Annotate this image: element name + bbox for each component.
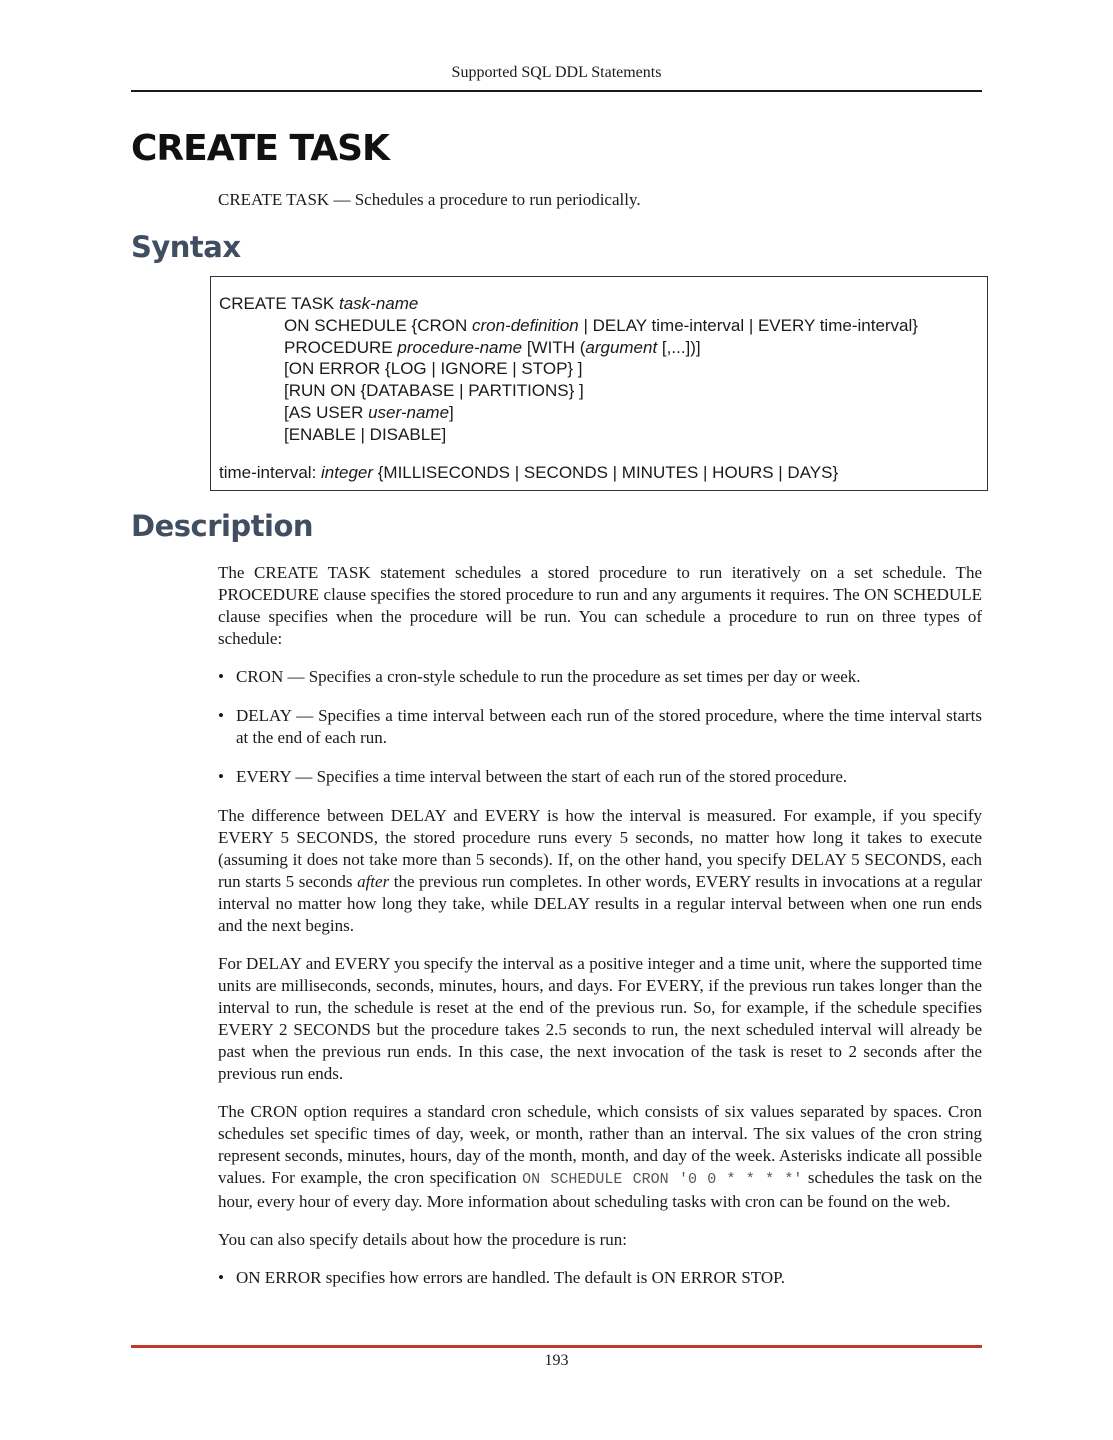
paragraph: You can also specify details about how the procedure is run: [218, 1230, 628, 1249]
syntax-line: [RUN ON {DATABASE | PARTITIONS} ] [284, 381, 584, 401]
syntax-line: [ON ERROR {LOG | IGNORE | STOP} ] [284, 359, 583, 379]
syntax-line [219, 293, 987, 315]
list-item: • EVERY — Specifies a time interval between the start of each run of the stored procedure. [218, 766, 982, 788]
syntax-text: ON SCHEDULE {CRON [284, 315, 472, 335]
page-title: CREATE TASK [131, 128, 389, 169]
emphasis: after [357, 872, 390, 891]
syntax-param: task-name [338, 294, 419, 313]
page-number: 193 [544, 1352, 569, 1369]
paragraph [218, 1101, 982, 1213]
header-rule [131, 90, 982, 92]
syntax-line [219, 337, 987, 359]
list-item: • ON ERROR specifies how errors are handled. The default is ON ERROR STOP. [218, 1267, 982, 1289]
syntax-text: [AS USER [284, 402, 369, 422]
syntax-text: [,...])] [657, 337, 701, 357]
paragraph [218, 805, 982, 937]
paragraph-text: the previous run completes. In other words, EVERY results in invocations at a regular interval no matter how long they take, while DELAY results in a regular interval between when one run ends and the next begins. [218, 872, 982, 935]
syntax-line: [ENABLE | DISABLE] [284, 424, 447, 444]
running-header: Supported SQL DDL Statements [451, 64, 662, 81]
syntax-text: | DELAY time-interval | EVERY time-interval} [578, 315, 918, 335]
inline-code: ON SCHEDULE CRON '0 0 * * * *' [522, 1171, 803, 1188]
schedule-type-list [218, 666, 982, 788]
syntax-param: cron-definition [471, 315, 579, 335]
paragraph-text: The CRON option requires a standard cron schedule, which consists of six values separated by spaces. Cron schedules set specific times of day, week, or month, rather than an interval. The six values of the cron string represent seconds, minutes, hours, day of the month, month, and day of the week. Asterisks indicate all possible values. For example, the cron specification [218, 1102, 982, 1187]
list-item: • CRON — Specifies a cron-style schedule to run the procedure as set times per day or week. [218, 666, 982, 688]
syntax-text: ] [449, 402, 454, 422]
syntax-line [219, 315, 987, 337]
syntax-text: CREATE TASK [219, 294, 339, 313]
list-item: • DELAY — Specifies a time interval between each run of the stored procedure, where the time interval starts at the end of each run. [218, 705, 982, 749]
syntax-param: procedure-name [397, 337, 523, 357]
description-heading: Description [131, 509, 314, 543]
footer-rule [131, 1345, 982, 1348]
paragraph: For DELAY and EVERY you specify the interval as a positive integer and a time unit, where the supported time units are milliseconds, seconds, minutes, hours, and days. For EVERY, if the previous run takes longer than the interval to run, the schedule is reset at the end of the previous run. So, for example, if the schedule specifies EVERY 2 SECONDS but the procedure takes 2.5 seconds to run, the next scheduled interval will already be past when the previous run ends. In this case, the next invocation of the task is reset to 2 seconds after the previous run ends. [218, 954, 982, 1083]
syntax-param: user-name [368, 402, 450, 422]
paragraph-text: schedules the task on the hour, every hour of every day. More information about scheduling tasks with cron can be found on the web. [218, 1168, 982, 1211]
syntax-text: time-interval: [219, 462, 322, 482]
syntax-box [210, 276, 988, 491]
description-body [218, 562, 982, 1306]
syntax-line [219, 402, 987, 424]
syntax-param: argument [585, 337, 658, 357]
syntax-heading: Syntax [131, 230, 241, 264]
refpurpose: CREATE TASK — Schedules a procedure to run periodically. [218, 190, 641, 209]
syntax-text: PROCEDURE [284, 337, 398, 357]
syntax-param: integer [321, 462, 374, 482]
paragraph: The CREATE TASK statement schedules a stored procedure to run iteratively on a set schedule. The PROCEDURE clause specifies the stored procedure to run and any arguments it requires. The ON SCHEDULE clause specifies when the procedure will be run. You can schedule a procedure to run on three types of schedule: [218, 563, 982, 648]
syntax-text: {MILLISECONDS | SECONDS | MINUTES | HOURS | DAYS} [373, 462, 839, 482]
syntax-text: [WITH ( [522, 337, 586, 357]
paragraph-text: The difference between DELAY and EVERY is how the interval is measured. For example, if you specify EVERY 5 SECONDS, the stored procedure runs every 5 seconds, no matter how long it takes to execute (assuming it does not take more than 5 seconds). If, on the other hand, you specify DELAY 5 SECONDS, each run starts 5 seconds [218, 806, 982, 891]
details-list [218, 1267, 982, 1289]
syntax-line [219, 462, 987, 484]
